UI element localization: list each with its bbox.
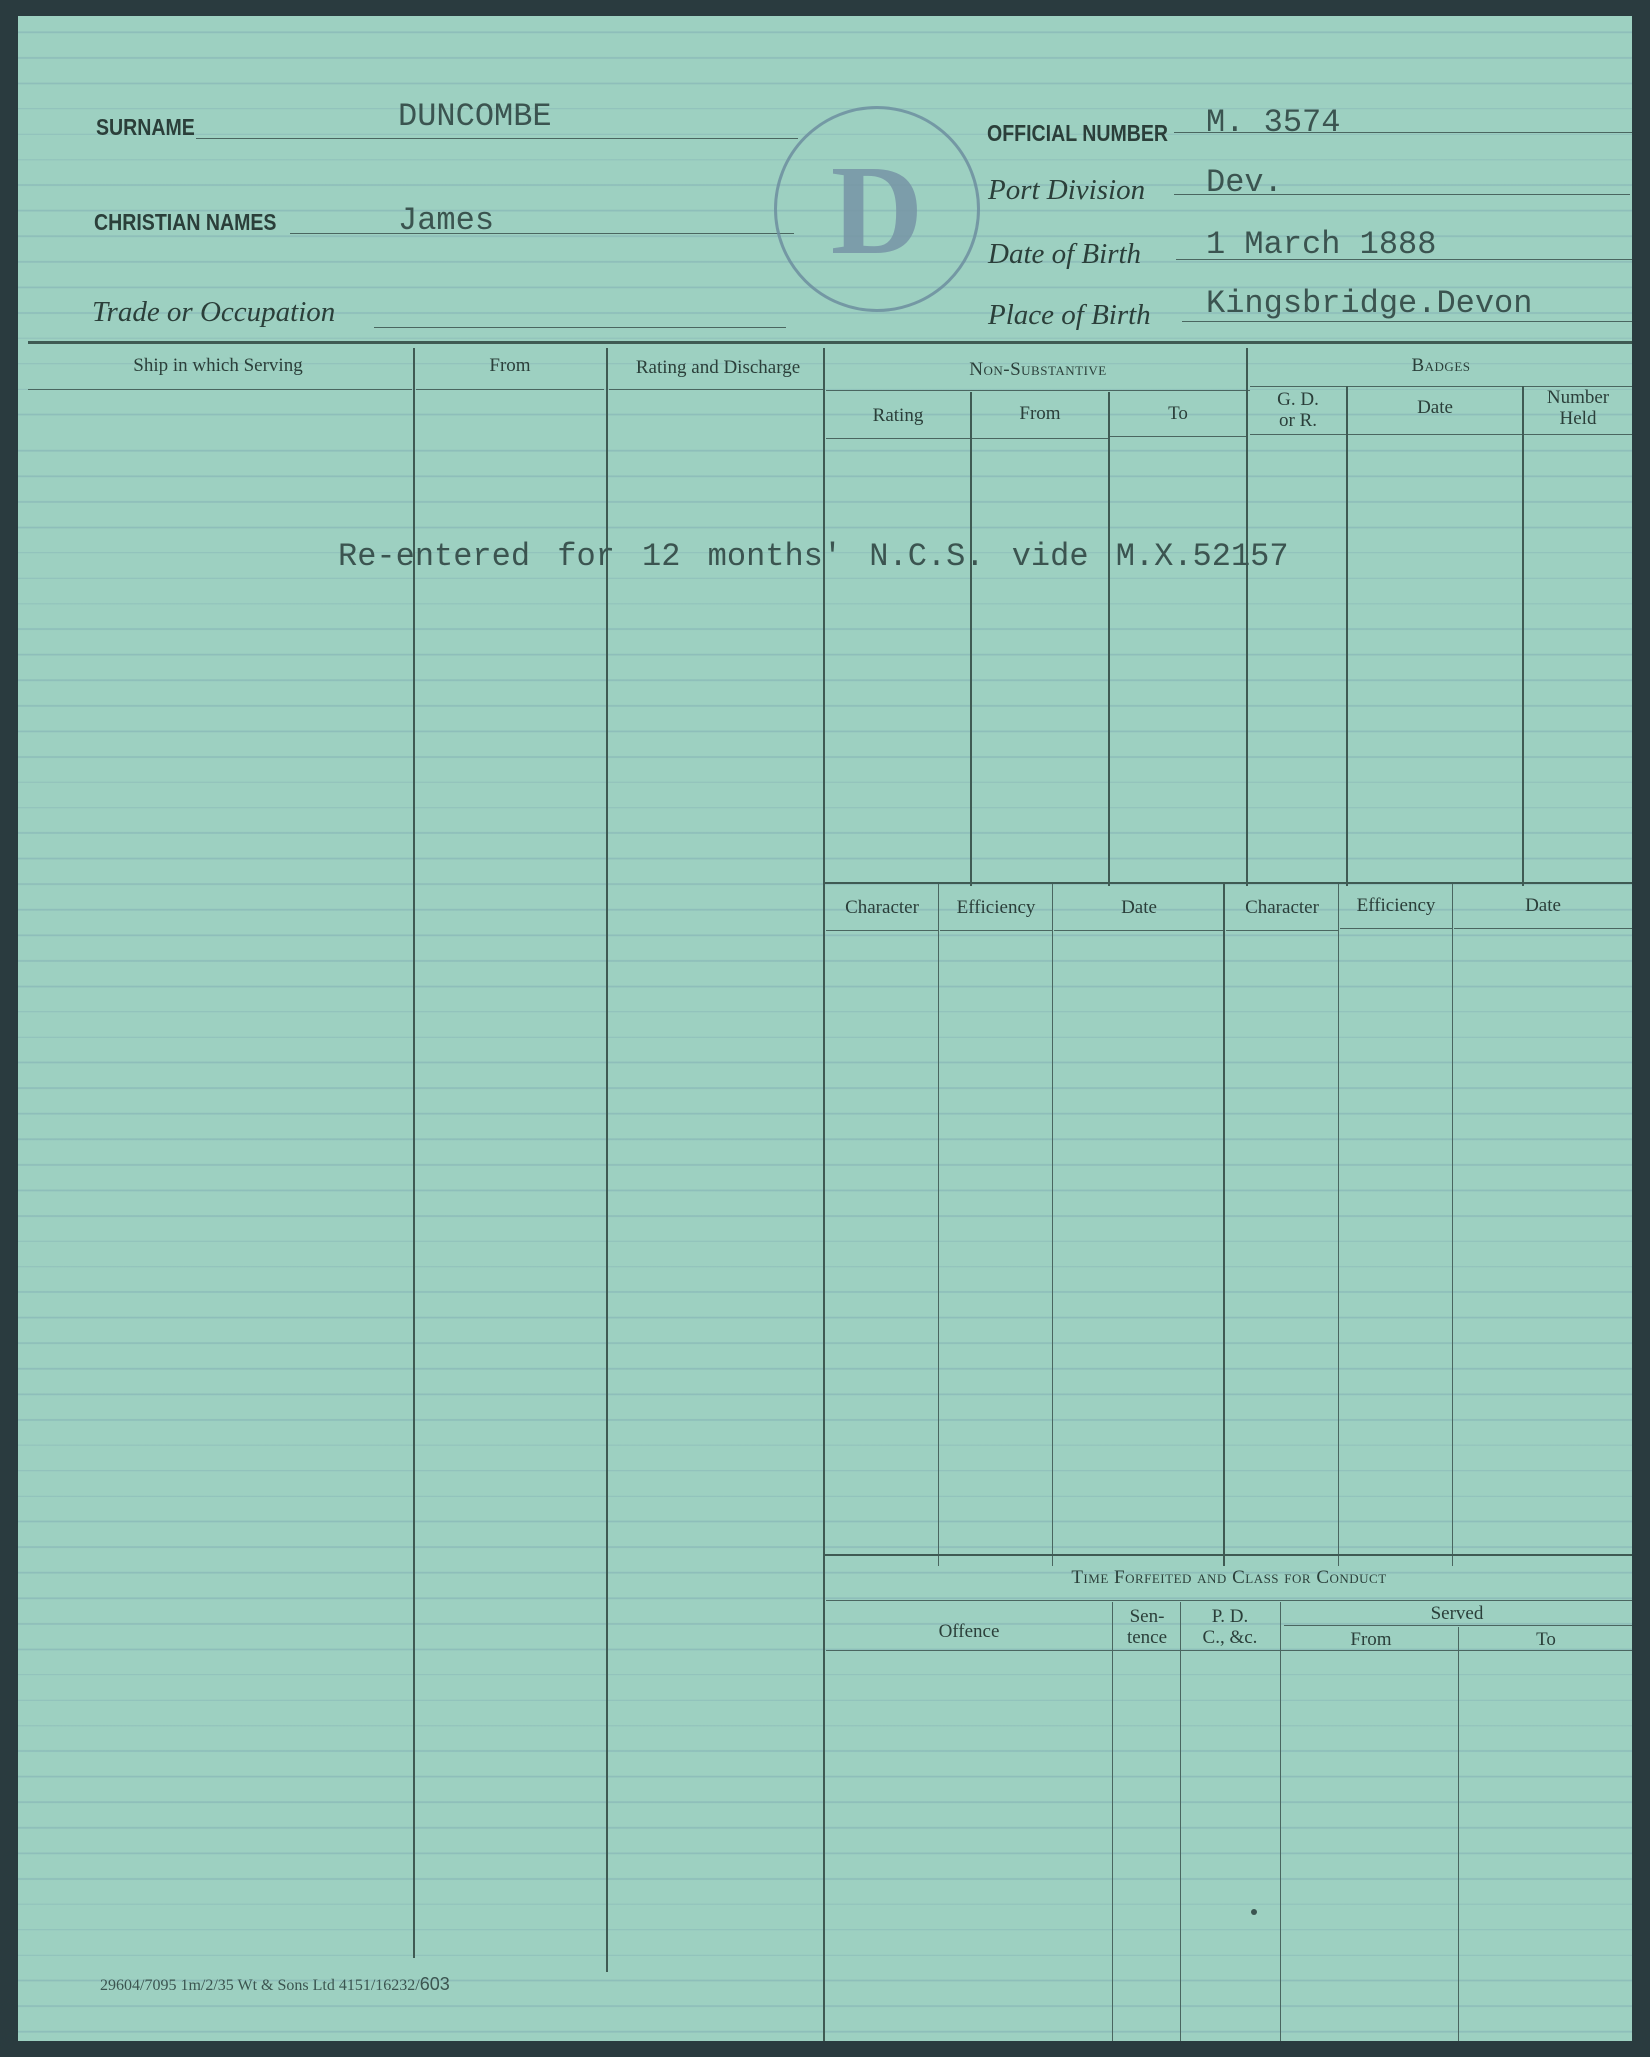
surname-label: SURNAME xyxy=(96,114,195,140)
date-of-birth-value: 1 March 1888 xyxy=(1206,226,1437,263)
ink-dot xyxy=(1251,1909,1257,1915)
place-of-birth-value: Kingsbridge.Devon xyxy=(1206,285,1533,322)
served-to-header: To xyxy=(1536,1629,1556,1650)
badges-gd-line2: or R. xyxy=(1279,410,1317,431)
pd-header xyxy=(1182,1606,1278,1648)
non-substantive-title: Non-Substantive xyxy=(969,359,1107,380)
badges-title: Badges xyxy=(1411,355,1471,376)
christian-names-value: James xyxy=(398,202,495,239)
official-number-value: M. 3574 xyxy=(1206,104,1341,141)
stamp-letter: D xyxy=(830,139,924,281)
served-from-header: From xyxy=(1350,1629,1392,1650)
from-header: From xyxy=(489,355,531,376)
printer-line: 29604/7095 1m/2/35 Wt & Sons Ltd 4151/16232/ xyxy=(100,1977,420,1994)
ns-rating-header: Rating xyxy=(872,405,924,426)
printer-imprint xyxy=(100,1974,450,1995)
sentence-line1: Sen- xyxy=(1129,1606,1165,1627)
date-of-birth-label: Date of Birth xyxy=(988,238,1142,270)
pd-line1: P. D. xyxy=(1211,1606,1249,1627)
sentence-line2: tence xyxy=(1126,1627,1168,1648)
badges-number-line2: Held xyxy=(1559,408,1597,429)
badges-number-line1: Number xyxy=(1546,387,1610,408)
sentence-header xyxy=(1114,1606,1180,1648)
service-record-card xyxy=(18,16,1632,2041)
served-header: Served xyxy=(1430,1603,1484,1624)
rating-discharge-header: Rating and Discharge xyxy=(635,357,801,378)
date-header-2: Date xyxy=(1525,895,1561,916)
badges-date-header: Date xyxy=(1417,397,1453,418)
char-header-1: Character xyxy=(845,897,919,918)
printer-number: 603 xyxy=(419,1974,450,1994)
badges-gd-header xyxy=(1250,389,1346,431)
official-number-label: OFFICIAL NUMBER xyxy=(987,120,1169,146)
port-division-label: Port Division xyxy=(988,174,1146,206)
char-header-2: Character xyxy=(1245,897,1319,918)
eff-header-1: Efficiency xyxy=(956,897,1036,918)
ns-from-header: From xyxy=(1019,403,1061,424)
date-header-1: Date xyxy=(1121,897,1157,918)
division-stamp xyxy=(774,106,980,312)
service-entry-note: Re-entered for 12 months' N.C.S. vide M.X.52157 xyxy=(338,538,1289,575)
badges-gd-line1: G. D. xyxy=(1277,389,1319,410)
offence-header: Offence xyxy=(938,1621,1000,1642)
ns-to-header: To xyxy=(1168,403,1188,424)
badges-number-header xyxy=(1524,387,1632,429)
pd-line2: C., &c. xyxy=(1202,1627,1258,1648)
surname-value: DUNCOMBE xyxy=(398,98,552,135)
port-division-value: Dev. xyxy=(1206,164,1283,201)
place-of-birth-label: Place of Birth xyxy=(988,299,1151,331)
ship-header: Ship in which Serving xyxy=(133,355,303,376)
christian-names-label: CHRISTIAN NAMES xyxy=(94,209,277,235)
time-forfeited-title: Time Forfeited and Class for Conduct xyxy=(1071,1567,1387,1588)
eff-header-2: Efficiency xyxy=(1356,895,1436,916)
trade-label: Trade or Occupation xyxy=(92,296,336,328)
